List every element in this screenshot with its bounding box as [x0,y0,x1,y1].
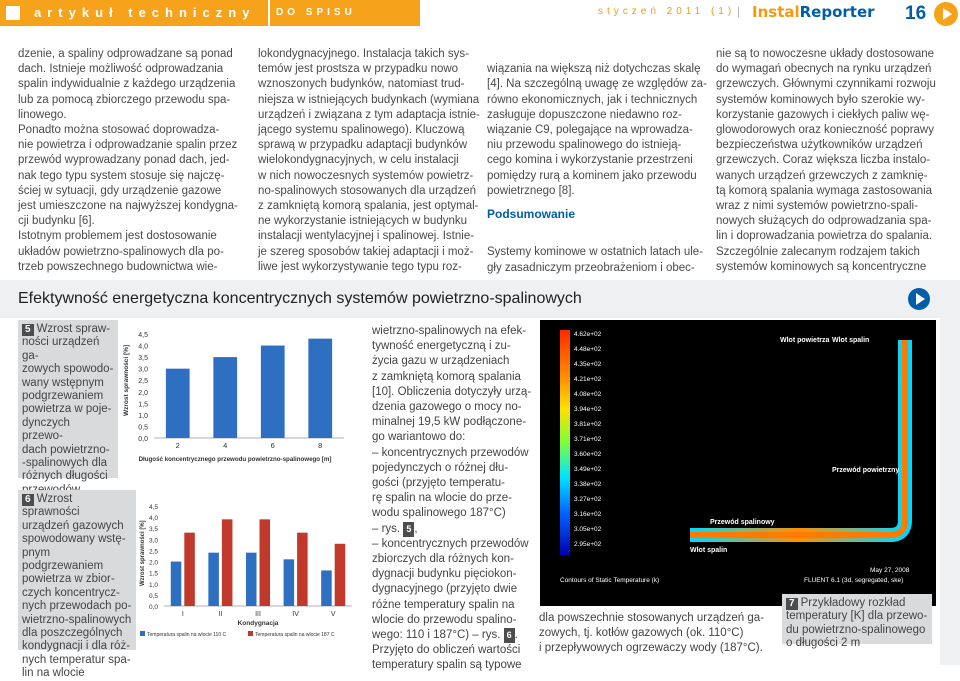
y-tick-label: 2,5 [148,548,158,556]
legend-value-label: 3.94e+02 [574,406,602,413]
legend-value-label: 4.21e+02 [574,376,602,383]
mid-bullet-2: – koncentrycznych przewodów zbiorczych dla różnych kon- dygnacji budynku pięciokon- dygnacyjnego (przyjęto dwie różne temperatury spalin na wlocie do przewodu spalino- wego: 110 i 187°C) – rys. [372,537,529,642]
bar [184,533,195,606]
sim-date: May 27, 2008 [870,567,910,574]
bar [261,346,285,438]
fig6-caption [18,490,136,680]
label-przewod-spalinowy: Przewód spalinowy [710,519,775,526]
legend-value-label: 3.27e+02 [574,496,602,503]
x-axis-label: Długość koncentrycznego przewodu powietrzno-spalinowego [m] [138,456,332,463]
x-tick-label: I [181,611,184,618]
column-1: dzenie, a spaliny odprowadzane są ponad dach. Istnieje możliwość odprowadzania spalin indywidualnie z każdego urządzenia lub za pomocą zbiorczego przewodu spa- linowego. Ponadto można stosować doprowadza- nie powietrza i odprowadzanie spalin przez przewód wyprowadzany ponad dach, jed- nak tego typu system stosuje się najczę- ściej w sytuacji, gdy urządzenie gazowe jest umieszczone na najwyższej kondygna- cji budynku [6]. Istotnym problemem jest dostosowanie układów powietrzno-spalinowych dla po- trzeb powszechnego budownictwa wie- [18,48,238,273]
logo-part2: Reporter [799,3,875,21]
label-wlot-powietrza: Wlot powietrza [780,337,830,344]
legend-swatch [140,631,145,636]
y-tick-label: 4,0 [148,515,158,523]
y-tick-label: 2,5 [138,378,148,386]
logo [752,3,875,21]
chart-5 [118,320,358,478]
legend-value-label: 4.08e+02 [574,391,602,398]
bar [308,339,332,438]
y-tick-label: 0,0 [138,436,148,443]
y-tick-label: 2,0 [148,559,158,567]
toc-link[interactable]: DO SPISU TREŚCI [270,0,420,26]
x-tick-label: III [255,611,261,618]
x-tick-label: 4 [223,441,228,450]
color-legend-bar [560,330,570,555]
legend-value-label: 4.62e+02 [574,331,602,338]
legend-value-label: 2.95e+02 [574,541,602,548]
middle-text: wietrzno-spalinowych na efek- tywność energetyczną i zu- życia gazu w urządzeniach z zamkniętą komorą spalania [10]. Obliczenia dotyczyły urzą- dzenia gazowego o mocy no- minalnej 19,5 kW podłączone- go wariantowo do: – koncentrycznych przewodów pojedynczych o różnej dłu- gości (przyjęto temperatu- rę spalin na wlocie do prze- wodu spalinowego 187°C) – rys. 5 , – koncentrycznych przewodów zbiorczych dla różnych kon- dygnacji budynku pięciokon- dygnacyjnego (przyjęto dwie różne temperatury spalin na wlocie do przewodu spalino- wego: 110 i 187°C) – rys. 6 . Przyjęto do obliczeń wartości temperatury spalin są typowe [372,325,532,672]
bar [260,519,271,606]
y-tick-label: 3,0 [138,366,148,374]
x-tick-label: 6 [270,441,275,450]
label-wlot-spalin-top: Wlot spalin [832,337,870,344]
fig6-number: 6 [22,494,34,506]
legend-value-label: 3.38e+02 [574,481,602,488]
contours-label: Contours of Static Temperature (k) [560,577,660,584]
legend-value-label: 3.81e+02 [574,421,602,428]
y-tick-label: 0,5 [148,592,158,600]
fig7-number: 7 [786,598,798,610]
column-3-text-b: Systemy kominowe w ostatnich latach ule- gły zasadniczym przeobrażeniom i obec- [487,246,704,274]
next-page-icon[interactable] [934,2,958,26]
legend-labels [574,331,602,548]
logo-part1: Instal [752,3,800,21]
legend-value-label: 4.48e+02 [574,346,602,353]
mid-bullet-1: – koncentrycznych przewodów pojedynczych o różnej dłu- gości (przyjęto temperatu- rę spalin na wlocie do prze- wodu spalinowego 187°C) – rys. [372,446,529,535]
column-2: lokondygnacyjnego. Instalacja takich sys- temów jest prostsza w przypadku nowo wznoszonych budynków, natomiast trud- niejsza w istniejących budynkach (wymiana urządzeń i związana z tym adaptacja istnie- jącego systemu spalinowego). Kluczową sprawą w przypadku adaptacji budynków wielokondygnacyjnych, w celu instalacji w nich nowoczesnych systemów powietrz- no-spalinowych stosowanych dla urządzeń z zamkniętą komorą spalania, jest optymal- ne wykorzystanie istniejących w budynku instalacji wentylacyjnej i spalinowej. Istnie- je szereg sposobów takiej adaptacji i moż- liwe jest wykorzystywanie tego typu roz- [258,48,480,273]
bar [171,562,182,606]
x-tick-label: 8 [318,441,323,450]
x-tick-label: II [218,611,223,618]
summary-heading: Podsumowanie [487,207,576,222]
fig7-caption [782,594,932,650]
y-tick-label: 1,5 [138,401,148,409]
bar [321,570,332,606]
section-label [0,0,268,26]
legend-value-label: 3.49e+02 [574,466,602,473]
label-przewod-powietrzny: Przewód powietrzny [832,467,900,474]
fig6-ref[interactable]: 6 [504,628,515,643]
fig5-caption-text: Wzrost spraw- ności urządzeń ga- zowych spowodo- wany wstępnym podgrzewaniem powietrza w poje- dynczych przewo- dach powietrzno- -spalinowych dla różnych długości [22,323,114,483]
issue-date: styczeń 2011 (1) [598,6,736,17]
section-title: Efektywność energetyczna koncentrycznych systemów powietrzno-spalinowych [18,290,582,307]
mid-paragraph-1: wietrzno-spalinowych na efek- tywność energetyczną i zu- życia gazu w urządzeniach z zamkniętą komorą spalania [10]. Obliczenia dotyczyły urzą- dzenia gazowego o mocy no- minalnej 19,5 kW podłączone- go wariantowo do: [372,325,532,444]
y-axis-label: Wzrost sprawności [%] [140,520,146,586]
bar [222,519,233,606]
legend-value-label: 4.35e+02 [574,361,602,368]
x-tick-label: IV [292,611,299,618]
y-tick-label: 3,5 [148,526,158,534]
legend-value-label: 3.05e+02 [574,526,602,533]
legend-label: Temperatura spalin na wlocie 187 C [255,632,335,638]
y-tick-label: 3,5 [138,355,148,363]
y-tick-label: 1,0 [148,581,158,589]
y-axis-label: Wzrost sprawności [%] [123,344,130,416]
header-separator: | [737,6,740,18]
column-3-text-a: wiązania na większą niż dotychczas skalę [4]. Na szczególną uwagę ze względów za- równo ekonomicznych, jak i technicznych zasługuje dopuszczone niedawno roz- wiązanie C9, polegające na wprowadza- niu przewodu spalinowego do istnieją- cego komina i wykorzystanie przestrzeni pomiędzy rurą a kominem jako przewodu powietrznego [8]. [487,63,707,197]
play-icon[interactable] [908,288,930,310]
y-tick-label: 3,0 [148,537,158,545]
legend-swatch [248,631,253,636]
y-tick-label: 2,0 [138,389,148,397]
y-tick-label: 4,0 [138,343,148,351]
y-tick-label: 1,5 [148,570,158,578]
simulation-svg [540,320,936,606]
y-tick-label: 0,0 [148,604,158,611]
bar [166,369,190,438]
fig5-caption [18,320,118,483]
pipe-outer [690,340,905,535]
page-header [0,0,960,44]
legend-value-label: 3.60e+02 [574,451,602,458]
sim-fluent: FLUENT 6.1 (3d, segregated, ske) [804,577,904,584]
column-3 [487,47,709,276]
label-wlot-spalin-bottom: Wlot spalin [690,547,728,554]
y-tick-label: 4,5 [138,332,148,339]
side-band [940,280,960,665]
temperature-simulation-image [540,320,936,606]
fig5-ref[interactable]: 5 [403,522,414,537]
bar [213,357,237,438]
y-tick-label: 1,0 [138,412,148,420]
fig7-caption-text: Przykładowy rozkład temperatury [K] dla przewo- du powietrzno-spalinowego o długości 2 m [786,597,928,650]
page-number: 16 [905,3,927,24]
square-icon [6,6,20,20]
bar [246,553,257,606]
mid-paragraph-2: Przyjęto do obliczeń wartości temperatury spalin są typowe [372,644,522,672]
x-axis-label: Kondygnacja [237,620,279,627]
bar [284,559,295,606]
legend-label: Temperatura spalin na wlocie 110 C [147,632,227,638]
fig5-number: 5 [22,324,34,336]
y-tick-label: 4,5 [148,504,158,511]
under-sim-text: dla powszechnie stosowanych urządzeń ga- zowych, tj. kotłów gazowych (ok. 110°C) i przepływowych ogrzewaczy wody (187°C). [539,612,765,655]
x-tick-label: 2 [175,441,180,450]
chart-6 [136,490,358,650]
x-tick-label: V [330,611,336,618]
legend-value-label: 3.16e+02 [574,511,602,518]
fig6-caption-text: Wzrost sprawności urządzeń gazowych spowodowany wstę- pnym podgrzewaniem powietrza w zbior- czych koncentrycz- nych przewodach po- wietrzno-spalinowych dla poszczególnych kondygnacji i dla róż- nych temperatur spa- lin na wlocie [22,493,132,680]
bar [297,533,308,606]
column-4: nie są to nowoczesne układy dostosowane do wymagań obecnych na rynku urządzeń grzewczych. Głównymi czynnikami rozwoju systemów kominowych było szerokie wy- korzystanie gazowych i ciekłych paliw wę- glowodorowych oraz konieczność poprawy bezpieczeństwa użytkowników urządzeń grzewczych. Coraz większa liczba instalo- wanych urządzeń grzewczych z zamknię- tą komorą spalania wymaga zastosowania wraz z nimi systemów powietrzno-spali- nowych służących do odprowadzania spa- lin i doprowadzania powietrza do spalania. Szczególnie zalecanym rodzajem takich systemów kominowych są koncentryczne [716,48,936,273]
pipe-inner [690,340,905,535]
legend-value-label: 3.71e+02 [574,436,602,443]
section-label-text: artykuł techniczny [34,5,256,20]
y-tick-label: 0,5 [138,424,148,432]
bar [335,544,346,606]
bar [208,553,219,606]
